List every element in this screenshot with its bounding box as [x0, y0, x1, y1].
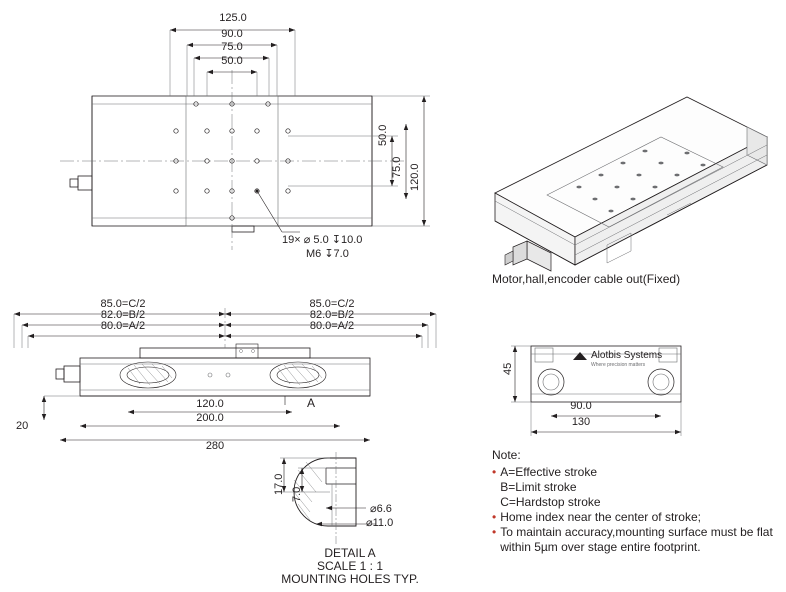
- dim-75-height: 75.0: [391, 156, 403, 178]
- bullet-icon: •: [492, 510, 497, 524]
- dim-left-c2: 85.0=C/2: [100, 298, 146, 310]
- dim-50-height: 50.0: [377, 124, 389, 146]
- dim-90-side: 90.0: [570, 400, 592, 412]
- dim-90: 90.0: [221, 28, 243, 40]
- brand-text: Alotbis Systems: [591, 350, 663, 361]
- dim-75: 75.0: [221, 41, 243, 53]
- dim-right-a2: 80.0=A/2: [309, 320, 355, 332]
- note-item-1: [492, 480, 780, 495]
- hole-callout-line2: M6 ↧7.0: [306, 248, 349, 260]
- dim-dia-6-6: ⌀6.6: [370, 503, 392, 515]
- dim-280-front: 280: [205, 440, 225, 452]
- bullet-icon: •: [492, 525, 497, 539]
- dim-left-b2: 82.0=B/2: [100, 309, 146, 321]
- detail-a-title-1: DETAIL A: [324, 546, 376, 560]
- front-view: [0, 300, 470, 460]
- note-text: To maintain accuracy,mounting surface must be flat within 5µm over stage entire footprint.: [500, 525, 773, 554]
- dim-dia-11: ⌀11.0: [366, 517, 394, 529]
- bullet-icon: •: [492, 465, 497, 479]
- note-item-4: [492, 525, 780, 555]
- dim-120-front: 120.0: [196, 398, 224, 410]
- note-item-3: [492, 510, 780, 525]
- dim-right-b2: 82.0=B/2: [309, 309, 355, 321]
- hole-callout-line1: 19× ⌀ 5.0 ↧10.0: [282, 234, 363, 246]
- note-text: B=Limit stroke: [500, 480, 577, 494]
- dim-17-detail: 17.0: [273, 473, 285, 495]
- dim-7-detail: 7.0: [291, 486, 303, 502]
- dim-50-width: 50.0: [221, 55, 243, 67]
- note-text: Home index near the center of stroke;: [500, 510, 701, 524]
- dim-200-front: 200.0: [196, 412, 224, 424]
- note-text: C=Hardstop stroke: [500, 495, 601, 509]
- notes-title: Note:: [492, 448, 521, 462]
- note-item-2: [492, 495, 780, 510]
- dim-45-side: 45: [502, 362, 514, 375]
- notes-block: [492, 448, 780, 555]
- dim-120-height: 120.0: [409, 163, 421, 191]
- note-item-0: [492, 465, 780, 480]
- dim-right-c2: 85.0=C/2: [309, 298, 355, 310]
- iso-caption: Motor,hall,encoder cable out(Fixed): [492, 272, 681, 286]
- detail-a-title-2: SCALE 1 : 1: [316, 559, 384, 573]
- brand-subtext: Where precision matters: [591, 362, 646, 368]
- dim-125: 125.0: [219, 12, 247, 24]
- dim-left-a2: 80.0=A/2: [100, 320, 146, 332]
- note-text: A=Effective stroke: [500, 465, 598, 479]
- isometric-view: [455, 75, 785, 335]
- dim-20-height: 20: [16, 420, 29, 432]
- dim-130-side: 130: [571, 416, 591, 428]
- detail-marker-a: A: [307, 396, 316, 410]
- detail-a-title-3: MOUNTING HOLES TYP.: [281, 572, 419, 586]
- detail-a-view: [240, 450, 460, 560]
